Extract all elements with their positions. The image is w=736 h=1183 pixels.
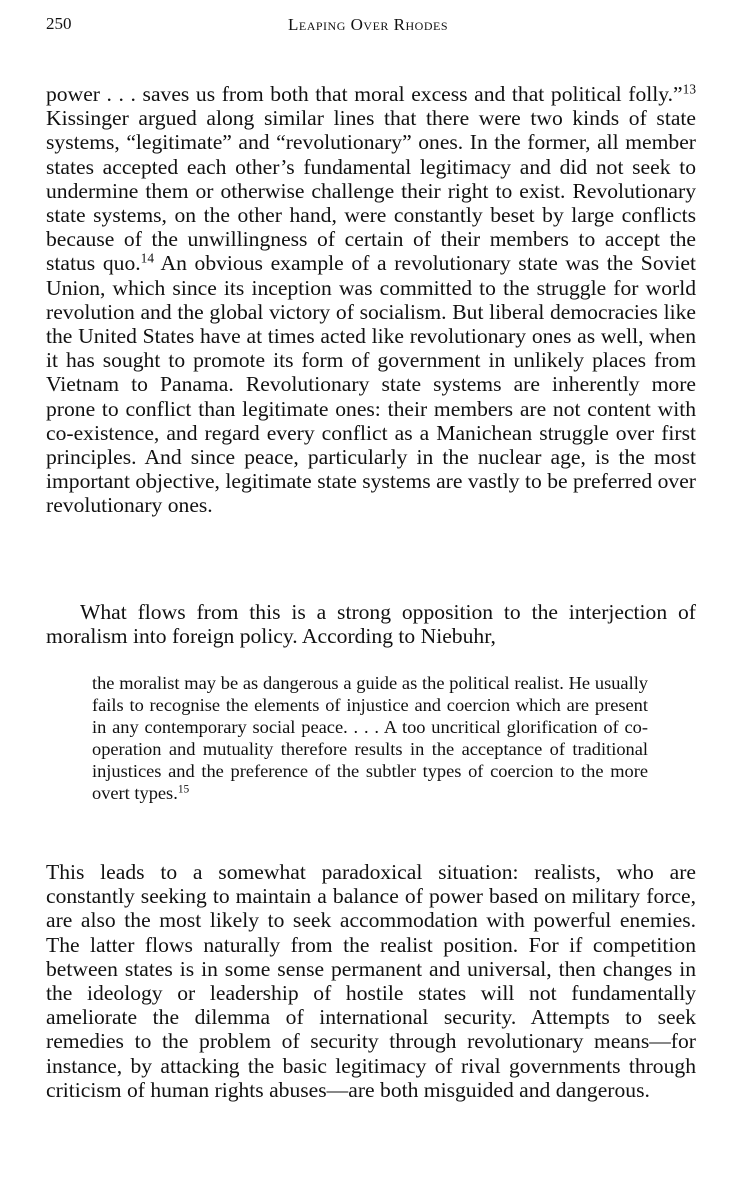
footnote-ref-15: 15 [177, 783, 190, 796]
running-title: Leaping Over Rhodes [288, 15, 448, 34]
paragraph-1-part-a: power . . . saves us from both that moral excess and that political folly.” [46, 82, 683, 106]
block-quote-text: the moralist may be as dangerous a guide as the political realist. He usually fails to recognise the elements of injustice and coercion which are present in any contemporary social peace. . . . A too uncritical glorification of co-operation and mutuality therefore results in the acceptance of traditional injustices and the preference of the subtler types of coercion to the more overt types. [92, 673, 648, 803]
footnote-ref-14: 14 [140, 251, 155, 267]
footnote-ref-13: 13 [682, 81, 696, 97]
paragraph-2-text: What flows from this is a strong opposition to the interjection of moralism into foreign policy. According to Niebuhr, [46, 600, 696, 649]
paragraph-1 [46, 82, 696, 518]
paragraph-2 [46, 600, 696, 648]
block-quote [92, 672, 648, 804]
page-header [46, 14, 690, 40]
paragraph-3 [46, 860, 696, 1102]
paragraph-3-text: This leads to a somewhat paradoxical situation: realists, who are constantly seeking to maintain a balance of power based on military force, are also the most likely to seek accommodation with powerful enemies. The latter flows naturally from the realist position. For if competition between states is in some sense permanent and universal, then changes in the ideology or leadership of hostile states will not fundamentally ameliorate the dilemma of international security. Attempts to seek remedies to the problem of security through revolutionary means—for instance, by attacking the basic legitimacy of rival governments through criticism of human rights abuses—are both misguided and dangerous. [46, 860, 696, 1102]
paragraph-1-part-b: Kissinger argued along similar lines that there were two kinds of state systems, “legitimate” and “revolutionary” ones. In the former, all member states accepted each other’s fundamental legitimacy and did not seek to undermine them or otherwise challenge their right to exist. Revolutionary state systems, on the other hand, were constantly beset by large conflicts because of the unwillingness of certain of their members to accept the status quo. [46, 106, 696, 276]
page-number: 250 [46, 14, 72, 33]
paragraph-1-part-c: An obvious example of a revolutionary state was the Soviet Union, which since its inception was committed to the struggle for world revolution and the global victory of socialism. But liberal democracies like the United States have at times acted like revolutionary ones as well, when it has sought to promote its form of government in unlikely places from Vietnam to Panama. Revolutionary state systems are inherently more prone to conflict than legitimate ones: their members are not content with co-existence, and regard every conflict as a Manichean struggle over first principles. And since peace, particularly in the nuclear age, is the most important objective, legitimate state systems are vastly to be preferred over revolutionary ones. [46, 251, 696, 518]
